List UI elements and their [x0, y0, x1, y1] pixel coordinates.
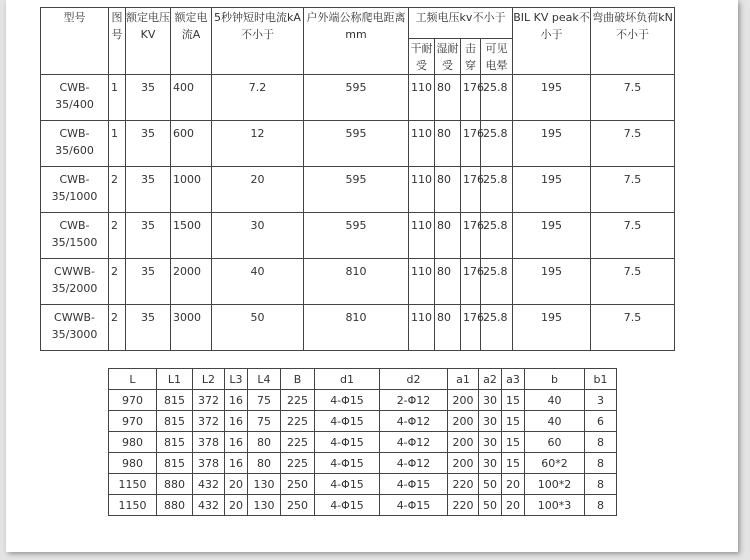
table-row	[109, 474, 617, 495]
cell-dry-withstand: 110	[409, 259, 435, 305]
cell-creepage-distance: 595	[304, 75, 409, 121]
header-model: 型号	[41, 8, 109, 75]
table-cell: 815	[157, 390, 193, 411]
cell-puncture: 176	[461, 213, 481, 259]
header-wet-withstand: 湿耐受	[435, 39, 461, 75]
table-row	[41, 121, 675, 167]
cell-wet-withstand: 80	[435, 121, 461, 167]
table-row	[41, 75, 675, 121]
dimensions-table	[108, 368, 617, 516]
cell-bending-load: 7.5	[591, 167, 675, 213]
table-cell: 4-Φ15	[315, 453, 380, 474]
cell-dry-withstand: 110	[409, 305, 435, 351]
table-cell: 378	[193, 432, 225, 453]
header-figure-number: 图号	[109, 8, 126, 75]
cell-bil: 195	[513, 121, 591, 167]
table-cell: 225	[281, 411, 315, 432]
table-row	[109, 495, 617, 516]
table-cell: 815	[157, 453, 193, 474]
cell-model: CWB-35/400	[41, 75, 109, 121]
column-header: d1	[315, 369, 380, 390]
cell-rated-current: 1000	[171, 167, 212, 213]
table-cell: 200	[448, 411, 479, 432]
table-cell: 378	[193, 453, 225, 474]
cell-short-time-current: 40	[212, 259, 304, 305]
cell-model: CWWB-35/2000	[41, 259, 109, 305]
header-rated-voltage: 额定电压KV	[126, 8, 171, 75]
cell-figure-number: 2	[109, 213, 126, 259]
table-cell: 8	[585, 453, 617, 474]
table-cell: 4-Φ15	[380, 474, 448, 495]
table-cell: 15	[502, 453, 525, 474]
table-cell: 3	[585, 390, 617, 411]
cell-dry-withstand: 110	[409, 75, 435, 121]
table-cell: 4-Φ15	[315, 390, 380, 411]
cell-visible-corona: 25.8	[481, 305, 513, 351]
table-row	[109, 390, 617, 411]
table-cell: 80	[248, 432, 281, 453]
table-cell: 220	[448, 474, 479, 495]
table-cell: 20	[502, 474, 525, 495]
column-header: L2	[193, 369, 225, 390]
table-cell: 80	[248, 453, 281, 474]
table-cell: 880	[157, 474, 193, 495]
cell-figure-number: 2	[109, 305, 126, 351]
header-row	[109, 369, 617, 390]
cell-visible-corona: 25.8	[481, 75, 513, 121]
table-cell: 200	[448, 453, 479, 474]
cell-short-time-current: 30	[212, 213, 304, 259]
table-cell: 20	[502, 495, 525, 516]
table-cell: 50	[479, 495, 502, 516]
table-cell: 16	[225, 432, 248, 453]
table-cell: 4-Φ15	[380, 495, 448, 516]
column-header: L4	[248, 369, 281, 390]
cell-wet-withstand: 80	[435, 305, 461, 351]
table-cell: 60*2	[525, 453, 585, 474]
cell-rated-current: 1500	[171, 213, 212, 259]
cell-rated-current: 3000	[171, 305, 212, 351]
table-cell: 20	[225, 474, 248, 495]
cell-rated-voltage: 35	[126, 259, 171, 305]
cell-model: CWB-35/1000	[41, 167, 109, 213]
cell-short-time-current: 50	[212, 305, 304, 351]
header-puncture: 击穿	[461, 39, 481, 75]
table-cell: 30	[479, 453, 502, 474]
cell-rated-voltage: 35	[126, 75, 171, 121]
table-cell: 200	[448, 390, 479, 411]
cell-puncture: 176	[461, 259, 481, 305]
header-dry-withstand: 干耐受	[409, 39, 435, 75]
table-cell: 1150	[109, 474, 157, 495]
table-cell: 880	[157, 495, 193, 516]
column-header: L1	[157, 369, 193, 390]
table-cell: 372	[193, 390, 225, 411]
cell-figure-number: 1	[109, 121, 126, 167]
cell-bending-load: 7.5	[591, 305, 675, 351]
table-cell: 30	[479, 390, 502, 411]
cell-dry-withstand: 110	[409, 213, 435, 259]
cell-rated-voltage: 35	[126, 305, 171, 351]
table-cell: 2-Φ12	[380, 390, 448, 411]
column-header: b1	[585, 369, 617, 390]
table-cell: 225	[281, 453, 315, 474]
table-cell: 40	[525, 411, 585, 432]
table-cell: 225	[281, 390, 315, 411]
table-row	[109, 432, 617, 453]
cell-creepage-distance: 810	[304, 305, 409, 351]
cell-bending-load: 7.5	[591, 259, 675, 305]
cell-puncture: 176	[461, 121, 481, 167]
cell-figure-number: 2	[109, 167, 126, 213]
table-cell: 15	[502, 390, 525, 411]
cell-wet-withstand: 80	[435, 259, 461, 305]
cell-creepage-distance: 595	[304, 121, 409, 167]
table-cell: 40	[525, 390, 585, 411]
column-header: a1	[448, 369, 479, 390]
cell-rated-voltage: 35	[126, 167, 171, 213]
table-cell: 100*3	[525, 495, 585, 516]
table-cell: 250	[281, 495, 315, 516]
cell-figure-number: 2	[109, 259, 126, 305]
cell-bending-load: 7.5	[591, 121, 675, 167]
table-cell: 372	[193, 411, 225, 432]
cell-wet-withstand: 80	[435, 213, 461, 259]
table-cell: 130	[248, 474, 281, 495]
cell-bil: 195	[513, 259, 591, 305]
cell-creepage-distance: 595	[304, 213, 409, 259]
column-header: a2	[479, 369, 502, 390]
column-header: L	[109, 369, 157, 390]
table-row	[109, 453, 617, 474]
table-cell: 970	[109, 390, 157, 411]
bushing-specifications-table	[40, 7, 675, 351]
cell-wet-withstand: 80	[435, 167, 461, 213]
cell-short-time-current: 7.2	[212, 75, 304, 121]
table-cell: 200	[448, 432, 479, 453]
table-cell: 4-Φ15	[315, 432, 380, 453]
cell-visible-corona: 25.8	[481, 167, 513, 213]
cell-rated-current: 400	[171, 75, 212, 121]
document-page	[6, 0, 738, 552]
table-cell: 4-Φ15	[315, 411, 380, 432]
header-creepage-distance: 户外端公称爬电距离mm	[304, 8, 409, 75]
cell-bending-load: 7.5	[591, 75, 675, 121]
cell-rated-current: 2000	[171, 259, 212, 305]
table-cell: 15	[502, 432, 525, 453]
table-cell: 4-Φ12	[380, 411, 448, 432]
cell-puncture: 176	[461, 75, 481, 121]
table-cell: 6	[585, 411, 617, 432]
cell-puncture: 176	[461, 305, 481, 351]
cell-puncture: 176	[461, 167, 481, 213]
cell-creepage-distance: 810	[304, 259, 409, 305]
cell-visible-corona: 25.8	[481, 213, 513, 259]
cell-bil: 195	[513, 167, 591, 213]
cell-rated-voltage: 35	[126, 121, 171, 167]
table-cell: 60	[525, 432, 585, 453]
column-header: b	[525, 369, 585, 390]
table-cell: 1150	[109, 495, 157, 516]
cell-figure-number: 1	[109, 75, 126, 121]
table-row	[109, 411, 617, 432]
cell-model: CWB-35/1500	[41, 213, 109, 259]
table-cell: 20	[225, 495, 248, 516]
table-cell: 4-Φ15	[315, 474, 380, 495]
table-cell: 15	[502, 411, 525, 432]
cell-bending-load: 7.5	[591, 213, 675, 259]
cell-visible-corona: 25.8	[481, 121, 513, 167]
table-cell: 432	[193, 495, 225, 516]
column-header: d2	[380, 369, 448, 390]
table-cell: 100*2	[525, 474, 585, 495]
header-rated-current: 额定电流A	[171, 8, 212, 75]
table-cell: 4-Φ12	[380, 432, 448, 453]
table-cell: 8	[585, 495, 617, 516]
table-cell: 16	[225, 411, 248, 432]
cell-short-time-current: 12	[212, 121, 304, 167]
header-short-time-current: 5秒钟短时电流kA不小于	[212, 8, 304, 75]
cell-creepage-distance: 595	[304, 167, 409, 213]
cell-bil: 195	[513, 213, 591, 259]
table-cell: 30	[479, 432, 502, 453]
cell-short-time-current: 20	[212, 167, 304, 213]
table-cell: 50	[479, 474, 502, 495]
table-cell: 970	[109, 411, 157, 432]
table-row	[41, 259, 675, 305]
table-cell: 980	[109, 453, 157, 474]
table-row	[41, 213, 675, 259]
table-cell: 30	[479, 411, 502, 432]
column-header: a3	[502, 369, 525, 390]
table-cell: 815	[157, 411, 193, 432]
table-cell: 8	[585, 432, 617, 453]
cell-model: CWB-35/600	[41, 121, 109, 167]
table-cell: 980	[109, 432, 157, 453]
table-cell: 432	[193, 474, 225, 495]
cell-bil: 195	[513, 305, 591, 351]
table-cell: 8	[585, 474, 617, 495]
table-row	[41, 167, 675, 213]
cell-model: CWWB-35/3000	[41, 305, 109, 351]
cell-rated-current: 600	[171, 121, 212, 167]
table-cell: 130	[248, 495, 281, 516]
table-cell: 225	[281, 432, 315, 453]
column-header: L3	[225, 369, 248, 390]
cell-rated-voltage: 35	[126, 213, 171, 259]
header-bil: BIL KV peak不小于	[513, 8, 591, 75]
table-cell: 220	[448, 495, 479, 516]
table-cell: 75	[248, 411, 281, 432]
cell-dry-withstand: 110	[409, 121, 435, 167]
table-cell: 815	[157, 432, 193, 453]
table-row	[41, 305, 675, 351]
table-cell: 16	[225, 390, 248, 411]
header-bending-load: 弯曲破坏负荷kN不小于	[591, 8, 675, 75]
column-header: B	[281, 369, 315, 390]
header-power-frequency-voltage: 工频电压kv不小于	[409, 8, 513, 39]
table-cell: 4-Φ15	[315, 495, 380, 516]
cell-dry-withstand: 110	[409, 167, 435, 213]
header-visible-corona: 可见电晕	[481, 39, 513, 75]
cell-bil: 195	[513, 75, 591, 121]
table-cell: 16	[225, 453, 248, 474]
table-cell: 4-Φ12	[380, 453, 448, 474]
cell-wet-withstand: 80	[435, 75, 461, 121]
table-cell: 250	[281, 474, 315, 495]
cell-visible-corona: 25.8	[481, 259, 513, 305]
table-cell: 75	[248, 390, 281, 411]
